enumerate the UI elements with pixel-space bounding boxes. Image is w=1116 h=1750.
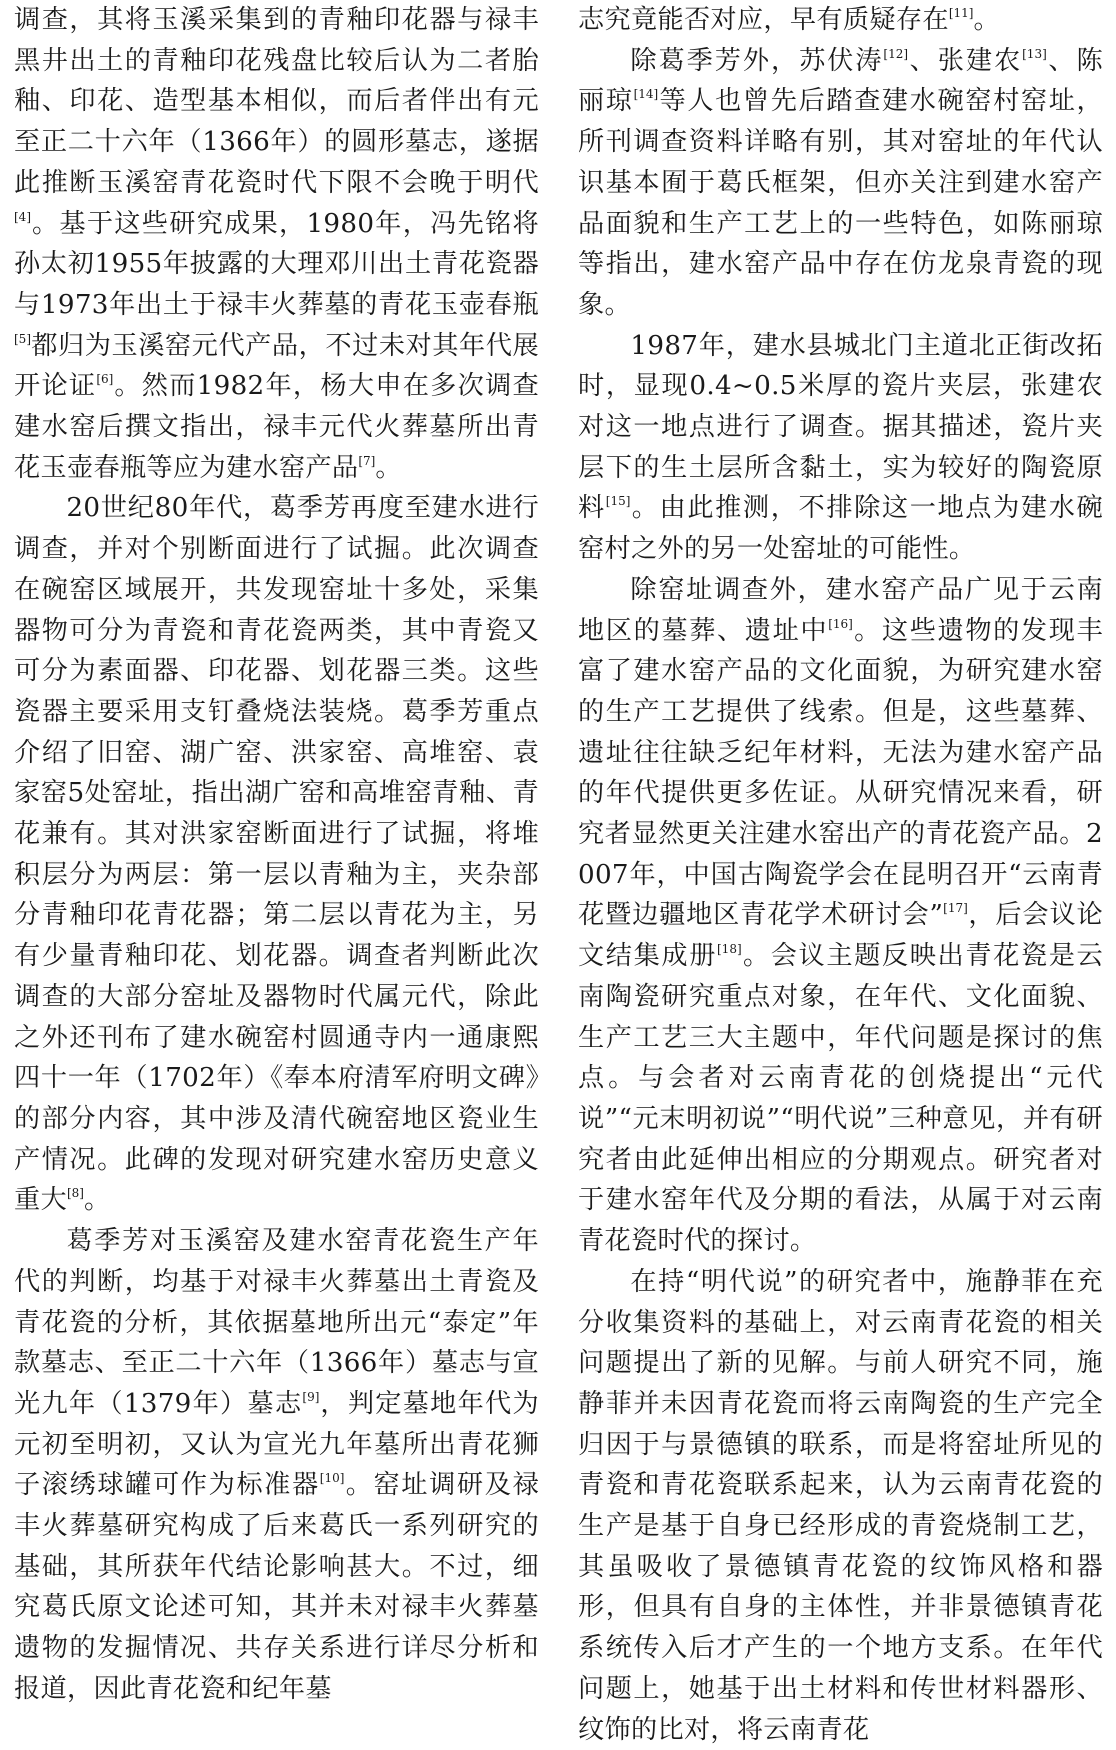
paragraph-text: 都归为玉溪窑元代产品，不过未对其年代展开论证 [14, 330, 539, 402]
paragraph-text: 除窑址调查外，建水窑产品广见于云南地区的墓葬、遗址中 [578, 574, 1103, 646]
paragraph-text: 。然而1982年，杨大申在多次调查建水窑后撰文指出，禄丰元代火葬墓所出青花玉壶春瓶等应为建水窑产品 [14, 371, 540, 483]
paragraph-text: 调查，其将玉溪采集到的青釉印花器与禄丰黑井出土的青釉印花残盘比较后认为二者胎釉、印花、造型基本相似，而后者伴出有元至正二十六年（1366年）的圆形墓志，遂据此推断玉溪窑青花瓷时代下限不会晚于明代 [14, 5, 539, 198]
paragraph-text: 志究竟能否对应，早有质疑存在 [578, 5, 949, 35]
paragraph-text: 。 [83, 1185, 111, 1216]
citation-ref: [16] [828, 616, 853, 631]
paragraph-text: 等人也曾先后踏查建水碗窑村窑址，所刊调查资料详略有别，其对窑址的年代认识基本囿于葛氏框架，但亦关注到建水窑产品面貌和生产工艺上的一些特色，如陈丽琼等指出，建水窑产品中存在仿龙泉青瓷的现象。 [578, 86, 1103, 320]
citation-ref: [8] [66, 1186, 84, 1201]
citation-ref: [14] [633, 87, 659, 102]
paragraph-text: 。 [375, 452, 402, 483]
citation-ref: [18] [717, 942, 742, 957]
body-paragraph [578, 1262, 1103, 1750]
citation-ref: [15] [605, 494, 631, 509]
left-column [14, 0, 539, 1710]
paragraph-text: 在持“明代说”的研究者中，施静菲在充分收集资料的基础上，对云南青花瓷的相关问题提出了新的见解。与前人研究不同，施静菲并未因青花瓷而将云南陶瓷的生产完全归因于与景德镇的联系，而是将窑址所见的青瓷和青花瓷联系起来，认为云南青花瓷的生产是基于自身已经形成的青瓷烧制工艺，其虽吸收了景德镇青花瓷的纹饰风格和器形，但具有自身的主体性，并非景德镇青花系统传入后才产生的一个地方支系。在年代问题上，她基于出土材料和传世材料器形、纹饰的比对，将云南青花 [578, 1266, 1103, 1745]
paragraph-text: 20世纪80年代，葛季芳再度至建水进行调查，并对个别断面进行了试掘。此次调查在碗窑区域展开，共发现窑址十多处，采集器物可分为青瓷和青花瓷两类，其中青瓷又可分为素面器、印花器、划花器三类。这些瓷器主要采用支钉叠烧法装烧。葛季芳重点介绍了旧窑、湖广窑、洪家窑、高堆窑、袁家窑5处窑址，指出湖广窑和高堆窑青釉、青花兼有。其对洪家窑断面进行了试掘，将堆积层分为两层：第一层以青釉为主，夹杂部分青釉印花青花器；第二层以青花为主，另有少量青釉印花、划花器。调查者判断此次调查的大部分窑址及器物时代属元代，除此之外还刊布了建水碗窑村圆通寺内一通康熙四十一年（1702年）《奉本府清军府明文碑》的部分内容，其中涉及清代碗窑地区瓷业生产情况。此碑的发现对研究建水窑历史意义重大 [14, 493, 539, 1216]
paragraph-text: ，后会议论文结集成册 [578, 900, 1103, 972]
body-paragraph [578, 326, 1103, 570]
paragraph-text: 。窑址调研及禄丰火葬墓研究构成了后来葛氏一系列研究的基础，其所获年代结论影响甚大。不过，细究葛氏原文论述可知，其并未对禄丰火葬墓遗物的发掘情况、共存关系进行详尽分析和报道，因此青花瓷和纪年墓 [14, 1470, 539, 1704]
paragraph-text: 。 [973, 5, 1000, 35]
paragraph-text: 。基于这些研究成果，1980年，冯先铭将孙太初1955年披露的大理邓川出土青花瓷器与1973年出土于禄丰火葬墓的青花玉壶春瓶 [14, 208, 539, 320]
citation-ref: [7] [358, 453, 376, 468]
citation-ref: [6] [96, 372, 114, 387]
paragraph-text: 除葛季芳外，苏伏涛 [630, 45, 884, 76]
body-paragraph [578, 0, 1103, 41]
paragraph-text: 。会议主题反映出青花瓷是云南陶瓷研究重点对象，在年代、文化面貌、生产工艺三大主题中，年代问题是探讨的焦点。与会者对云南青花的创烧提出“元代说”“元末明初说”“明代说”三种意见，并有研究者由此延伸出相应的分期观点。研究者对于建水窑年代及分期的看法，从属于对云南青花瓷时代的探讨。 [578, 941, 1104, 1257]
citation-ref: [17] [943, 901, 968, 916]
paragraph-text: 。这些遗物的发现丰富了建水窑产品的文化面貌，为研究建水窑的生产工艺提供了线索。但是，这些墓葬、遗址往往缺乏纪年材料，无法为建水窑产品的年代提供更多佐证。从研究情况来看，研究者显然更关注建水窑出产的青花瓷产品。2007年，中国古陶瓷学会在昆明召开“云南青花暨边疆地区青花学术研讨会” [578, 615, 1104, 931]
paragraph-text: 1987年，建水县城北门主道北正街改拓时，显现0.4~0.5米厚的瓷片夹层，张建农对这一地点进行了调查。据其描述，瓷片夹层下的生土层所含黏土，实为较好的陶瓷原料 [578, 330, 1103, 524]
citation-ref: [13] [1022, 46, 1047, 61]
citation-ref: [5] [14, 331, 31, 346]
citation-ref: [12] [883, 46, 909, 61]
citation-ref: [11] [948, 6, 974, 20]
paragraph-text: 、张建农 [908, 45, 1023, 76]
body-paragraph [14, 0, 539, 488]
citation-ref: [4] [14, 209, 31, 224]
citation-ref: [10] [319, 1471, 345, 1486]
body-paragraph [14, 1221, 539, 1709]
paragraph-text: ，判定墓地年代为元初至明初，又认为宣光九年墓所出青花狮子滚绣球罐可作为标准器 [14, 1388, 539, 1501]
body-paragraph [578, 570, 1103, 1262]
body-paragraph [578, 41, 1103, 326]
citation-ref: [9] [302, 1389, 320, 1404]
paragraph-text: 葛季芳对玉溪窑及建水窑青花瓷生产年代的判断，均基于对禄丰火葬墓出土青瓷及青花瓷的分析，其依据墓地所出元“泰定”年款墓志、至正二十六年（1366年）墓志与宣光九年（1379年）墓志 [14, 1226, 539, 1419]
paragraph-text: 、陈丽琼 [578, 45, 1103, 117]
paragraph-text: 。由此推测，不排除这一地点为建水碗窑村之外的另一处窑址的可能性。 [578, 493, 1103, 565]
body-paragraph [14, 488, 539, 1221]
right-column [578, 0, 1103, 1750]
